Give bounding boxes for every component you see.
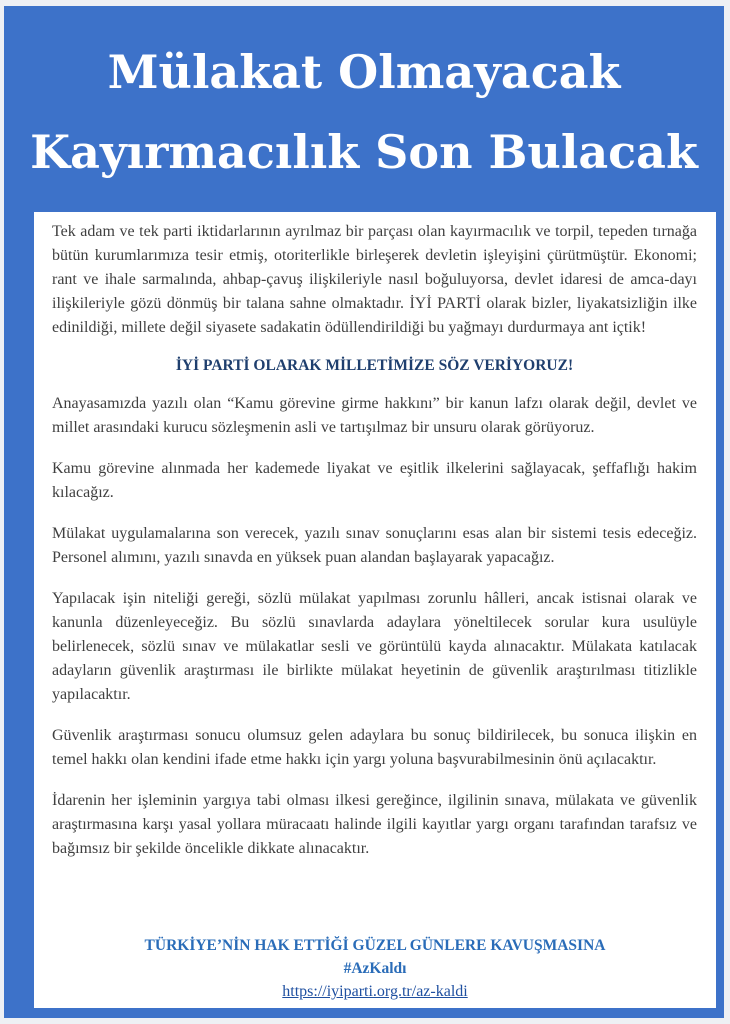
paragraph-6: İdarenin her işleminin yargıya tabi olması ilkesi gereğince, ilgilinin sınava, mülakata ve güvenlik araştırmasına karşı yasal yollara müracaatı halinde ilgili kayıtlar yargı organı tarafından tarafsız ve bağımsız bir şekilde öncelikle dikkate alınacaktır.	[52, 792, 697, 857]
title-line-2: Kayırmacılık Son Bulacak	[30, 125, 698, 179]
paragraph-3: Mülakat uygulamalarına son verecek, yazılı sınav sonuçlarını esas alan bir sistemi tesis edeceğiz. Personel alımını, yazılı sınavda en yüksek puan alandan başlayarak yapacağız.	[52, 525, 697, 566]
paragraph-4: Yapılacak işin niteliği gereği, sözlü mülakat yapılması zorunlu hâlleri, ancak istisnai olarak ve kanunla düzenleyeceğiz. Bu sözlü sınavlarda adaylara yöneltilecek sorular kura usulüyle belirlenecek, sözlü sınav ve mülakatlar sesli ve görüntülü kayda alınacaktır. Mülakata katılacak adayların güvenlik araştırması ile birlikte mülakat heyetinin de güvenlik araştırılması titizlikle yapılacaktır.	[52, 590, 697, 703]
intro-paragraph: Tek adam ve tek parti iktidarlarının ayrılmaz bir parçası olan kayırmacılık ve torpil, tepeden tırnağa bütün kurumlarımıza tesir etmiş, otoriterlikle birleşerek devletin işleyişini çürütmüştür. Ekonomi; rant ve ihale sarmalında, ahbap-çavuş ilişkileriyle nasıl boğuluyorsa, devlet idaresi de amca-dayı ilişkileriyle gözü dönmüş bir talana sahne olmaktadır. İYİ PARTİ olarak bizler, liyakatsizliğin ilke edinildiği, millete değil siyasete sadakatin ödüllendirildiği bu yağmayı durdurmaya ant içtik!	[52, 223, 697, 336]
paragraph-5: Güvenlik araştırması sonucu olumsuz gelen adaylara bu sonuç bildirilecek, bu sonuca ilişkin en temel hakkı olan kendini ifade etme hakkı için yargı yoluna başvurabilmesinin önü açılacaktır.	[52, 727, 697, 768]
footer-hashtag: #AzKaldı	[343, 960, 407, 977]
blue-frame	[4, 6, 724, 1018]
document-content	[52, 220, 697, 878]
footer-slogan: TÜRKİYE’NİN HAK ETTİĞİ GÜZEL GÜNLERE KAVUŞMASINA	[144, 937, 606, 954]
title-line-1: Mülakat Olmayacak	[107, 45, 621, 99]
document-body	[34, 212, 716, 1008]
slogan-heading: İYİ PARTİ OLARAK MİLLETİMİZE SÖZ VERİYORUZ!	[175, 357, 574, 374]
paragraph-2: Kamu görevine alınmada her kademede liyakat ve eşitlik ilkelerini sağlayacak, şeffaflığı hakim kılacağız.	[52, 460, 697, 501]
paragraph-1: Anayasamızda yazılı olan “Kamu görevine girme hakkını” bir kanun lafzı olarak değil, devlet ve millet arasındaki kurucu sözleşmenin asli ve tartışılmaz bir unsuru olarak görüyoruz.	[52, 395, 697, 436]
footer	[34, 934, 716, 1003]
footer-link[interactable]: https://iyiparti.org.tr/az-kaldi	[282, 983, 468, 1000]
page-title	[4, 32, 724, 192]
